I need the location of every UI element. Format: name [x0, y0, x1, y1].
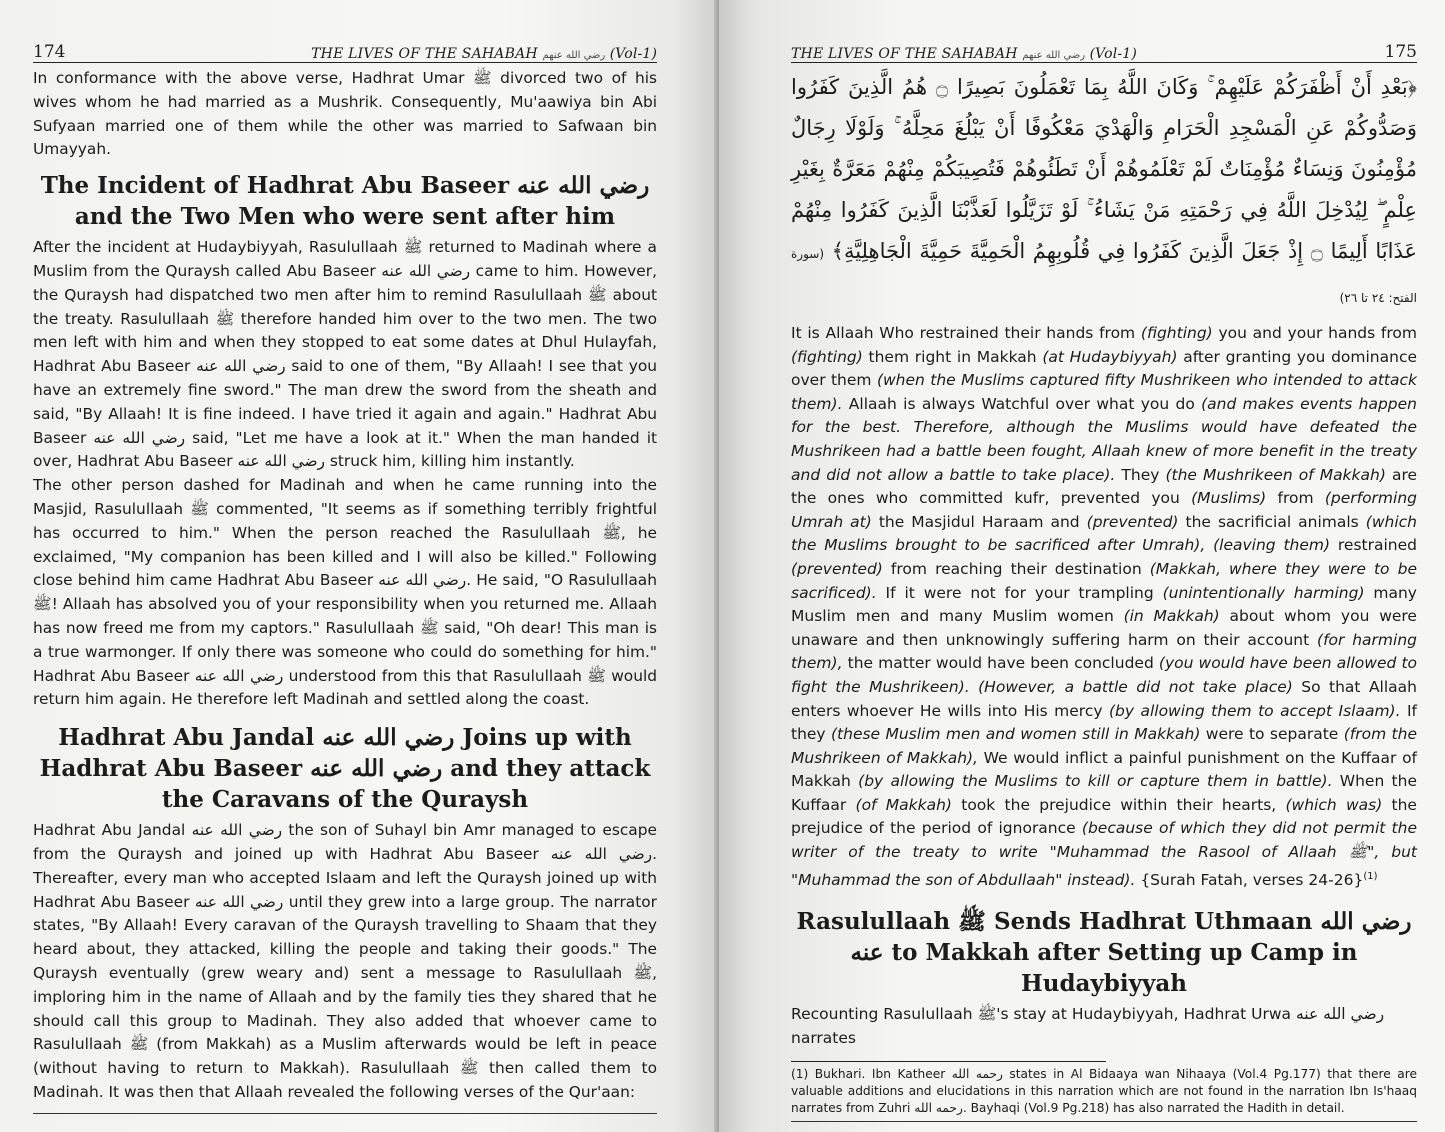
paragraph-abu-jandal: Hadhrat Abu Jandal رضي الله عنه the son of Suhayl bin Amr managed to escape from the Quraysh and joined up with Hadhrat Abu Baseer رضي الله عنه. Thereafter, every man who accepted Islaam and left the Quraysh joined up with Hadhrat Abu Baseer رضي الله عنه until they grew into a large group. The narrator states, "By Allaah! Every caravan of the Quraysh travelling to Shaam that they heard about, they attacked, killing the people and taking their goods." The Quraysh eventually (grew weary and) sent a message to Rasulullaah ﷺ, imploring him in the name of Allaah and by the family ties they shared that he should call this group to Madinah. They also added that whoever came to Rasulullaah ﷺ (from Makkah) as a Muslim afterwards would be left in peace (without having to return to Makkah). Rasulullaah ﷺ then called them to Madinah. It was then that Allaah revealed the following verses of the Qur'aan: [33, 821, 657, 1101]
translation-commentary: (the Mushrikeen of Makkah) [1165, 465, 1386, 484]
translation-text: from [1266, 489, 1325, 508]
translation-text: many Muslim men and many Muslim women [791, 583, 1417, 626]
translation-text: them right in Makkah [862, 347, 1043, 366]
translation-text: are the ones who committed kufr, prevented you [791, 465, 1418, 508]
right-page-number: 175 [1384, 42, 1417, 62]
left-running-head-honorific: رضي الله عنهم [542, 50, 606, 61]
arabic-verse-text: ﴿بَعْدِ أَنْ أَظْفَرَكُمْ عَلَيْهِمْ ۚ وَكَانَ اللَّهُ بِمَا تَعْمَلُونَ بَصِيرًا ۝ هُمُ الَّذِينَ كَفَرُوا وَصَدُّوكُمْ عَنِ الْمَسْجِدِ الْحَرَامِ وَالْهَدْيَ مَعْكُوفًا أَنْ يَبْلُغَ مَحِلَّهُ ۚ وَلَوْلَا رِجَالٌ مُؤْمِنُونَ وَنِسَاءٌ مُؤْمِنَاتٌ لَمْ تَعْلَمُوهُمْ أَنْ تَطَئُوهُمْ فَتُصِيبَكُمْ مِنْهُمْ مَعَرَّةٌ بِغَيْرِ عِلْمٍ ۖ لِيُدْخِلَ اللَّهُ فِي رَحْمَتِهِ مَنْ يَشَاءُ ۚ لَوْ تَزَيَّلُوا لَعَذَّبْنَا الَّذِينَ كَفَرُوا مِنْهُمْ عَذَابًا أَلِيمًا ۝ إِذْ جَعَلَ الَّذِينَ كَفَرُوا فِي قُلُوبِهِمُ الْحَمِيَّةَ حَمِيَّةَ الْجَاهِلِيَّةِ﴾ [791, 75, 1417, 263]
translation-commentary: (and makes events happen for the best. Therefore, although the Muslims would have defeated the Mushrikeen had a battle been fought, Allaah knew of more benefit in the treaty and did not allow a battle to take place). [791, 394, 1417, 484]
right-running-head-honorific: رضي الله عنهم [1022, 50, 1086, 61]
heading-uthmaan-sent-to-makkah: Rasulullaah ﷺ Sends Hadhrat Uthmaan رضي الله عنه to Makkah after Setting up Camp in Hudaybiyyah [796, 908, 1412, 998]
right-page-header [791, 38, 1417, 63]
translation-text: you and your hands from [1212, 324, 1417, 342]
translation-commentary: (for harming them), [791, 630, 1417, 673]
paragraph-urwa-narrates: Recounting Rasulullaah ﷺ's stay at Hudaybiyyah, Hadhrat Urwa رضي الله عنه narrates [791, 1005, 1385, 1047]
translation-text: the Masjidul Haraam and [871, 512, 1087, 531]
translation-commentary: (prevented) [1086, 512, 1179, 531]
translation-commentary: (Muslims) [1191, 489, 1267, 508]
translation-text: the sacrificial animals [1178, 512, 1366, 531]
arabic-quran-verse [791, 67, 1417, 319]
heading-abu-jandal-joins: Hadhrat Abu Jandal رضي الله عنه Joins up with Hadhrat Abu Baseer رضي الله عنه and they attack the Caravans of the Quraysh [39, 724, 651, 814]
left-running-head-title: THE LIVES OF THE SAHABAH [311, 46, 538, 62]
translation-text: were to separate [1200, 725, 1344, 744]
translation-commentary: (these Muslim men and women still in Makkah) [831, 725, 1201, 744]
translation-commentary: (prevented) [791, 559, 883, 578]
footnote-rule [791, 1061, 1106, 1062]
translation-text: When the Kuffaar [791, 772, 1417, 814]
translation-commentary: (performing Umrah at) [791, 489, 1417, 531]
translation-commentary: (of Makkah) [855, 795, 952, 814]
translation-commentary: (by allowing them to accept Islaam). [1108, 701, 1401, 720]
paragraph-verse-translation [791, 322, 1417, 892]
translation-text: If it were not for your trampling [876, 583, 1163, 602]
translation-text: It is Allaah Who restrained their hands from [791, 324, 1141, 342]
translation-commentary: (when the Muslims captured fifty Mushrikeen who intended to attack them). [791, 371, 1417, 413]
right-running-head-title: THE LIVES OF THE SAHABAH [791, 46, 1018, 62]
translation-commentary: (Makkah, where they were to be sacrificed). [791, 559, 1417, 602]
heading-abu-baseer-incident: The Incident of Hadhrat Abu Baseer رضي الله عنه and the Two Men who were sent after him [40, 172, 650, 231]
left-page-header [33, 38, 657, 63]
translation-text: took the prejudice within their hearts, [951, 795, 1286, 814]
left-bottom-rule [33, 1113, 657, 1114]
page-175 [719, 0, 1445, 1132]
translation-text: the matter would have been concluded [842, 654, 1159, 673]
translation-commentary: (in Makkah) [1123, 607, 1220, 626]
translation-commentary: (at Hudaybiyyah) [1042, 347, 1178, 366]
translation-text: If they [791, 701, 1417, 744]
translation-commentary: (fighting) [1140, 324, 1213, 342]
translation-text: the prejudice of the period of ignorance [791, 795, 1417, 838]
translation-text: from reaching their destination [882, 559, 1150, 578]
translation-commentary: (because of which they did not permit the writer of the treaty to write "Muhammad the Rasool of Allaah ﷺ", but "Muhammad the son of Abdullaah" instead). [791, 819, 1417, 889]
translation-text: restrained [1330, 536, 1417, 555]
translation-commentary: (by allowing the Muslims to kill or capture them in battle). [858, 772, 1333, 791]
footnote-1: (1) Bukhari. Ibn Katheer رحمه الله states in Al Bidaaya wan Nihaaya (Vol.4 Pg.177) that there are valuable additions and elucidations in this narration which are not found in the narration Ibn Is'haaq narrates from Zuhri رحمه الله. Bayhaqi (Vol.9 Pg.218) has also narrated the Hadith in detail. [791, 1066, 1417, 1115]
right-running-head [791, 46, 1137, 62]
arabic-verse-reference: (سورة الفتح: ٢٤ تا ٢٦) [791, 247, 1417, 305]
translation-text: We would inflict a painful punishment on the Kuffaar of Makkah [791, 748, 1418, 791]
translation-commentary: (which was) [1285, 795, 1383, 814]
translation-commentary: (fighting) [791, 347, 863, 366]
footnote-marker: (1) [1363, 870, 1378, 882]
translation-commentary: (you would have been allowed to fight the Mushrikeen). (However, a battle did not take place) [791, 654, 1418, 696]
left-running-head-volume: (Vol-1) [609, 46, 657, 62]
translation-commentary: (which the Muslims brought to be sacrificed after Umrah), (leaving them) [791, 512, 1417, 555]
translation-commentary: (unintentionally harming) [1162, 583, 1365, 602]
right-bottom-rule [791, 1121, 1417, 1122]
verse-citation: {Surah Fatah, verses 24-26} [1135, 870, 1364, 889]
translation-text: They [1115, 465, 1166, 484]
translation-text: Allaah is always Watchful over what you do [842, 394, 1202, 413]
translation-commentary: (from the Mushrikeen of Makkah), [791, 725, 1417, 767]
paragraph-man-dashed-to-madinah: The other person dashed for Madinah and when he came running into the Masjid, Rasulullaah ﷺ commented, "It seems as if something terribly frightful has occurred to him." When the person reached the Rasulullaah ﷺ, he exclaimed, "My companion has been killed and I will also be killed." Following close behind him came Hadhrat Abu Baseer رضي الله عنه. He said, "O Rasulullaah ﷺ! Allaah has absolved you of your responsibility when you returned me. Allaah has now freed me from my captors." Rasulullaah ﷺ said, "Oh dear! This man is a true warmonger. If only there was someone who could do something for him." Hadhrat Abu Baseer رضي الله عنه understood from this that Rasulullaah ﷺ would return him again. He therefore left Madinah and settled along the coast. [33, 476, 657, 709]
paragraph-abu-baseer-arrival: After the incident at Hudaybiyyah, Rasulullaah ﷺ returned to Madinah where a Muslim from the Quraysh called Abu Baseer رضي الله عنه came to him. However, the Quraysh had dispatched two men after him to remind Rasulullaah ﷺ about the treaty. Rasulullaah ﷺ therefore handed him over to the two men. The two men left with him and when they stopped to eat some dates at Dhul Hulayfah, Hadhrat Abu Baseer رضي الله عنه said to one of them, "By Allaah! I see that you have an extremely fine sword." The man drew the sword from the sheath and said, "By Allaah! It is fine indeed. I have tried it again and again." Hadhrat Abu Baseer رضي الله عنه said, "Let me have a look at it." When the man handed it over, Hadhrat Abu Baseer رضي الله عنه struck him, killing him instantly. [33, 238, 658, 471]
translation-text: after granting you dominance over them [791, 347, 1418, 390]
translation-text: about whom you were unaware and then unknowingly suffering harm on their account [791, 607, 1417, 649]
page-174 [0, 0, 719, 1132]
left-page-number: 174 [33, 42, 66, 62]
translation-text: So that Allaah enters whoever He wills into His mercy [791, 677, 1417, 720]
right-running-head-volume: (Vol-1) [1089, 46, 1137, 62]
left-running-head [311, 46, 657, 62]
paragraph-umar-divorce: In conformance with the above verse, Hadhrat Umar ﷺ divorced two of his wives whom he had married as a Mushrik. Consequently, Mu'aawiya bin Abi Sufyaan married one of them while the other was married to Safwaan bin Umayyah. [33, 69, 657, 159]
